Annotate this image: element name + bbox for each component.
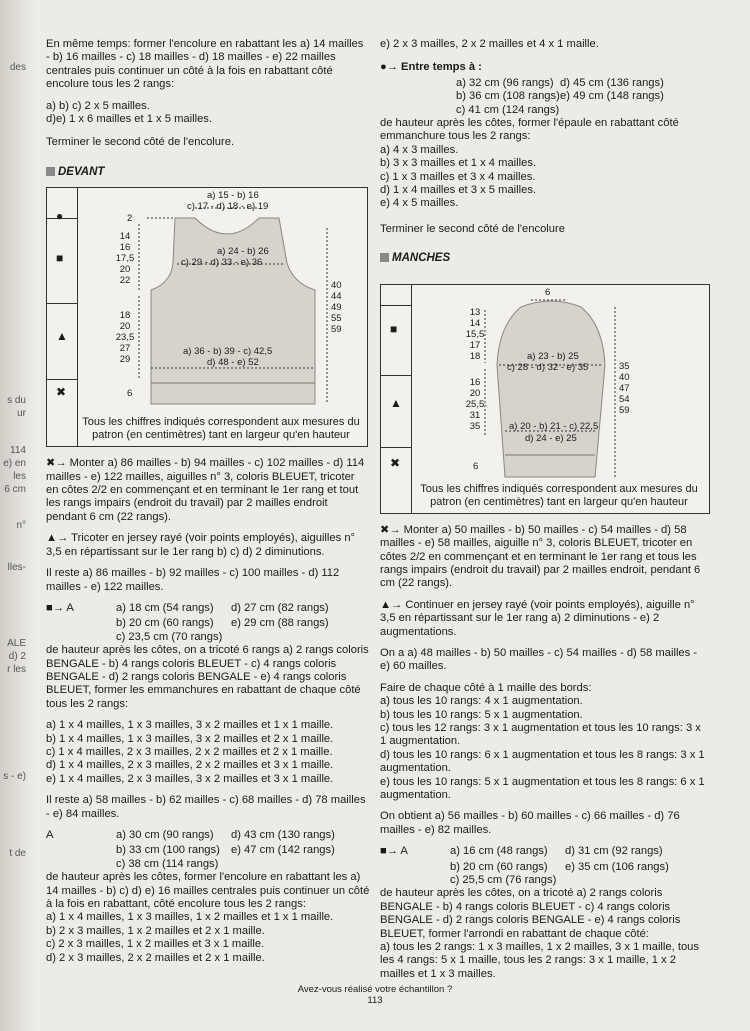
list-item: a) tous les 10 rangs: 4 x 1 augmentation. — [380, 695, 583, 708]
list-item: d) tous les 10 rangs: 6 x 1 augmentation et tous les 8 rangs: 3 x 1 augmentation. — [380, 748, 705, 775]
gutter-text: e) en — [3, 458, 26, 469]
list-item: c) tous les 12 rangs: 3 x 1 augmentation et tous les 10 rangs: 3 x 1 augmentation. — [380, 721, 701, 748]
paragraph: de hauteur après les côtes, former l'épaule en rabattant côté emmanchure tous les 2 rangs: — [380, 117, 679, 143]
manches-diagram — [380, 284, 710, 514]
list-item: d) 1 x 4 mailles, 2 x 3 mailles, 2 x 2 mailles et 3 x 1 maille. — [46, 759, 334, 772]
square-symbol-icon: ■ — [390, 321, 398, 336]
paragraph: Il reste a) 58 mailles - b) 62 mailles - c) 68 mailles - d) 78 mailles - e) 84 mailles. — [46, 794, 366, 820]
list-item: b) 2 x 3 mailles, 1 x 2 mailles et 2 x 1 maille. — [46, 924, 265, 937]
cross-symbol-icon: ✖ — [56, 385, 67, 400]
paragraph: de hauteur après les côtes, on a tricoté a) 2 rangs coloris BENGALE - b) 4 rangs coloris BLEUET - c) 4 rangs coloris BENGALE - d) 2 rangs coloris BENGALE - e) 4 rangs coloris BLEUET, former l'arrondi en rabattant de chaque côté: — [380, 887, 681, 940]
gutter-text: n° — [16, 520, 26, 531]
list-item: a) 1 x 4 mailles, 1 x 3 mailles, 1 x 2 mailles et 1 x 1 maille. — [46, 911, 334, 924]
square-bullet-icon — [46, 167, 55, 176]
square-symbol-icon: ■ — [56, 251, 64, 266]
paragraph: a) b) c) 2 x 5 mailles. — [46, 99, 150, 112]
page-footer — [0, 984, 750, 1006]
list-item: d) 2 x 3 mailles, 2 x 2 mailles et 2 x 1 maille. — [46, 951, 265, 964]
dim-stack: 18 20 23,5 27 29 — [115, 310, 135, 366]
cross-symbol-icon: ✖ — [390, 455, 401, 470]
paragraph: Terminer le second côté de l'encolure — [380, 222, 565, 235]
triangle-symbol-icon: ▲ — [56, 329, 68, 344]
gutter-text: lles- — [7, 562, 26, 573]
gutter-text: ALE — [7, 638, 26, 649]
list-item: b) 1 x 4 mailles, 1 x 3 mailles, 3 x 2 mailles et 2 x 1 maille. — [46, 732, 334, 745]
circle-symbol-icon: ● — [56, 209, 64, 224]
list — [380, 695, 706, 802]
list-item: c) 1 x 4 mailles, 2 x 3 mailles, 2 x 2 mailles et 2 x 1 maille. — [46, 745, 333, 758]
paragraph: ▲→ Continuer en jersey rayé (voir points employés), aiguille n° 3,5 en répartissant sur le 1er rang a) 2 diminutions - e) 2 augmentations. — [380, 598, 695, 638]
gutter-text: les — [13, 471, 26, 482]
paragraph: ✖→ Monter a) 86 mailles - b) 94 mailles - c) 102 mailles - d) 114 mailles - e) 122 mailles, aiguilles n° 3, coloris BLEUET, tricoter en côtes 2/2 en commençant et en terminant le 1er rang et tout les rangs impairs (endroit du travail) par 2 mailles endroit pendant 6 cm (22 rangs). — [46, 457, 365, 523]
gutter-text: r les — [7, 664, 26, 675]
dim-label: d) 24 - e) 25 — [525, 432, 577, 444]
list-item: e) 4 x 5 mailles. — [380, 197, 459, 210]
list — [46, 719, 370, 786]
dim-label: d) 48 - e) 52 — [207, 357, 259, 369]
dim-label: c) 29 - d) 33 - e) 36 — [181, 257, 263, 269]
list-item: c) 1 x 3 mailles et 3 x 4 mailles. — [380, 170, 536, 183]
list-item: e) tous les 10 rangs: 5 x 1 augmentation et tous les 8 rangs: 6 x 1 augmentation. — [380, 775, 705, 801]
list-item: d) 1 x 4 mailles et 3 x 5 mailles. — [380, 184, 537, 197]
paragraph: de hauteur après les côtes, on a tricoté 6 rangs a) 2 rangs coloris BENGALE - b) 4 rangs coloris BLEUET - c) 4 rangs coloris BENGALE - d) 2 rangs coloris BENGALE - e) 4 rangs coloris BLEUET, former les emmanchures en rabattant de chaque côté tous les 2 rangs: — [46, 644, 369, 710]
dim-stack: 40 44 49 55 59 — [331, 280, 342, 336]
gutter-text: ur — [17, 408, 26, 419]
devant-diagram — [46, 187, 368, 447]
dim-stack: 14 16 17,5 20 22 — [115, 231, 135, 287]
left-column — [46, 38, 370, 965]
section-heading-manches: MANCHES — [380, 252, 706, 265]
page-number: 113 — [367, 995, 383, 1006]
paragraph: a) tous les 2 rangs: 1 x 3 mailles, 1 x 2 mailles, 3 x 1 maille, tous les 4 rangs: 5 x 1 maille, tous les 2 rangs: 3 x 1 maille, 1 x 2 mailles et 1 x 3 mailles. — [380, 941, 699, 980]
list-item: c) 2 x 3 mailles, 1 x 2 mailles et 3 x 1 maille. — [46, 938, 265, 951]
measure-table: ■→ A a) 16 cm (48 rangs) d) 31 cm (92 rangs) b) 20 cm (60 rangs) e) 35 cm (106 rangs) c) 25,5 cm (76 rangs) — [380, 845, 669, 887]
list — [46, 911, 370, 965]
dim-label: c) 17 - d) 18 - e) 19 — [187, 201, 269, 213]
paragraph: e) 2 x 3 mailles, 2 x 2 mailles et 4 x 1 maille. — [380, 38, 599, 50]
devant-pattern-svg — [47, 188, 367, 446]
diagram-caption: Tous les chiffres indiqués correspondent aux mesures du patron (en centimètres) tant en largeur qu'en hauteur — [420, 482, 698, 508]
footer-note: Avez-vous réalisé votre échantillon ? — [297, 984, 453, 995]
dim-label: a) 24 - b) 26 — [217, 246, 269, 258]
right-column — [380, 38, 706, 981]
dim-label: a) 23 - b) 25 — [527, 350, 579, 362]
paragraph: Terminer le second côté de l'encolure. — [46, 136, 235, 149]
paragraph: ▲→ Tricoter en jersey rayé (voir points employés), aiguilles n° 3,5 en répartissant sur le 1er rang b) c) d) 2 diminutions. — [46, 532, 356, 558]
dim-label: 6 — [473, 460, 479, 472]
measure-table: A a) 30 cm (90 rangs) d) 43 cm (130 rangs) b) 33 cm (100 rangs) e) 47 cm (142 rangs) c) 38 cm (114 rangs) — [46, 829, 335, 870]
list-item: a) 4 x 3 mailles. — [380, 143, 459, 156]
list-item: a) 1 x 4 mailles, 1 x 3 mailles, 3 x 2 mailles et 1 x 1 maille. — [46, 719, 334, 732]
gutter-text: d) 2 — [8, 651, 26, 662]
dim-label: a) 36 - b) 39 - c) 42,5 — [183, 346, 273, 358]
dim-stack: 16 20 25,5 31 35 — [465, 376, 485, 432]
paragraph: ✖→ Monter a) 50 mailles - b) 50 mailles - c) 54 mailles - d) 58 mailles - e) 58 mailles, aiguille n° 3, coloris BLEUET, tricoter en côtes 2/2 en commençant et en terminant le 1er rang et tous les rangs impairs (endroit du travail) par 2 mailles endroit, pendant 6 cm (22 rangs). — [380, 523, 701, 590]
gutter-text: 6 cm — [4, 484, 26, 495]
dim-label: 2 — [127, 213, 133, 225]
triangle-symbol-icon: ▲ — [390, 395, 402, 410]
list-item: e) 1 x 4 mailles, 2 x 3 mailles, 3 x 2 mailles et 3 x 1 maille. — [46, 772, 334, 785]
entre-temps-heading: ●→ Entre temps à : — [380, 61, 482, 74]
dim-label: 6 — [545, 286, 551, 298]
paragraph: Il reste a) 86 mailles - b) 92 mailles - c) 100 mailles - d) 112 mailles - e) 122 mailles. — [46, 567, 340, 593]
section-heading-devant: DEVANT — [46, 166, 370, 179]
paragraph: On a a) 48 mailles - b) 50 mailles - c) 54 mailles - d) 58 mailles - e) 60 mailles. — [380, 646, 698, 673]
dim-stack: 13 14 15,5 17 18 — [465, 306, 485, 362]
gutter-text: 114 — [10, 445, 26, 456]
paragraph: de hauteur après les côtes, former l'encolure en rabattant les a) 14 mailles - b) c) d) e) 16 mailles centrales puis continuer un côté à la fois en rabattant, côté encolure tous les 2 rangs: — [46, 871, 370, 911]
paragraph: On obtient a) 56 mailles - b) 60 mailles - c) 66 mailles - d) 76 mailles - e) 82 mailles. — [380, 810, 680, 836]
sleeve-pattern-svg — [381, 285, 709, 513]
page-gutter — [0, 0, 40, 1031]
gutter-text: t de — [9, 848, 26, 859]
square-bullet-icon — [380, 253, 389, 262]
list-item: b) tous les 10 rangs: 5 x 1 augmentation. — [380, 708, 583, 721]
list-item: b) 3 x 3 mailles et 1 x 4 mailles. — [380, 157, 537, 170]
paragraph: En même temps: former l'encolure en rabattant les a) 14 mailles - b) 16 mailles - c) 18 mailles - d) 18 mailles - e) 22 mailles centrales puis continuer un côté à la fois en rabattant côté encolure tous les 2 rangs: — [46, 38, 364, 91]
paragraph: Faire de chaque côté à 1 maille des bords: — [380, 681, 592, 694]
dim-stack: 35 40 47 54 59 — [619, 360, 630, 416]
gutter-text: des — [9, 62, 26, 73]
dim-label: c) 28 - d) 32 - e) 35 — [507, 361, 589, 373]
measure-table: ■→ A a) 18 cm (54 rangs) d) 27 cm (82 rangs) b) 20 cm (60 rangs) e) 29 cm (88 rangs) c) 23,5 cm (70 rangs) — [46, 601, 329, 643]
diagram-caption: Tous les chiffres indiqués correspondent aux mesures du patron (en centimètres) tant en largeur qu'en hauteur — [82, 416, 360, 442]
sleeve-shape — [497, 301, 605, 477]
gutter-text: s - e) — [3, 771, 26, 782]
paragraph: d)e) 1 x 6 mailles et 1 x 5 mailles. — [46, 113, 213, 126]
dim-label: a) 15 - b) 16 — [207, 190, 259, 202]
dim-label: a) 20 - b) 21 - c) 22,5 — [509, 420, 599, 432]
list — [380, 144, 706, 211]
dim-label: 6 — [127, 388, 133, 400]
measure-table: a) 32 cm (96 rangs) d) 45 cm (136 rangs) b) 36 cm (108 rangs) e) 49 cm (148 rangs) c) 41 cm (124 rangs) — [456, 76, 664, 116]
gutter-text: s du — [7, 395, 26, 406]
